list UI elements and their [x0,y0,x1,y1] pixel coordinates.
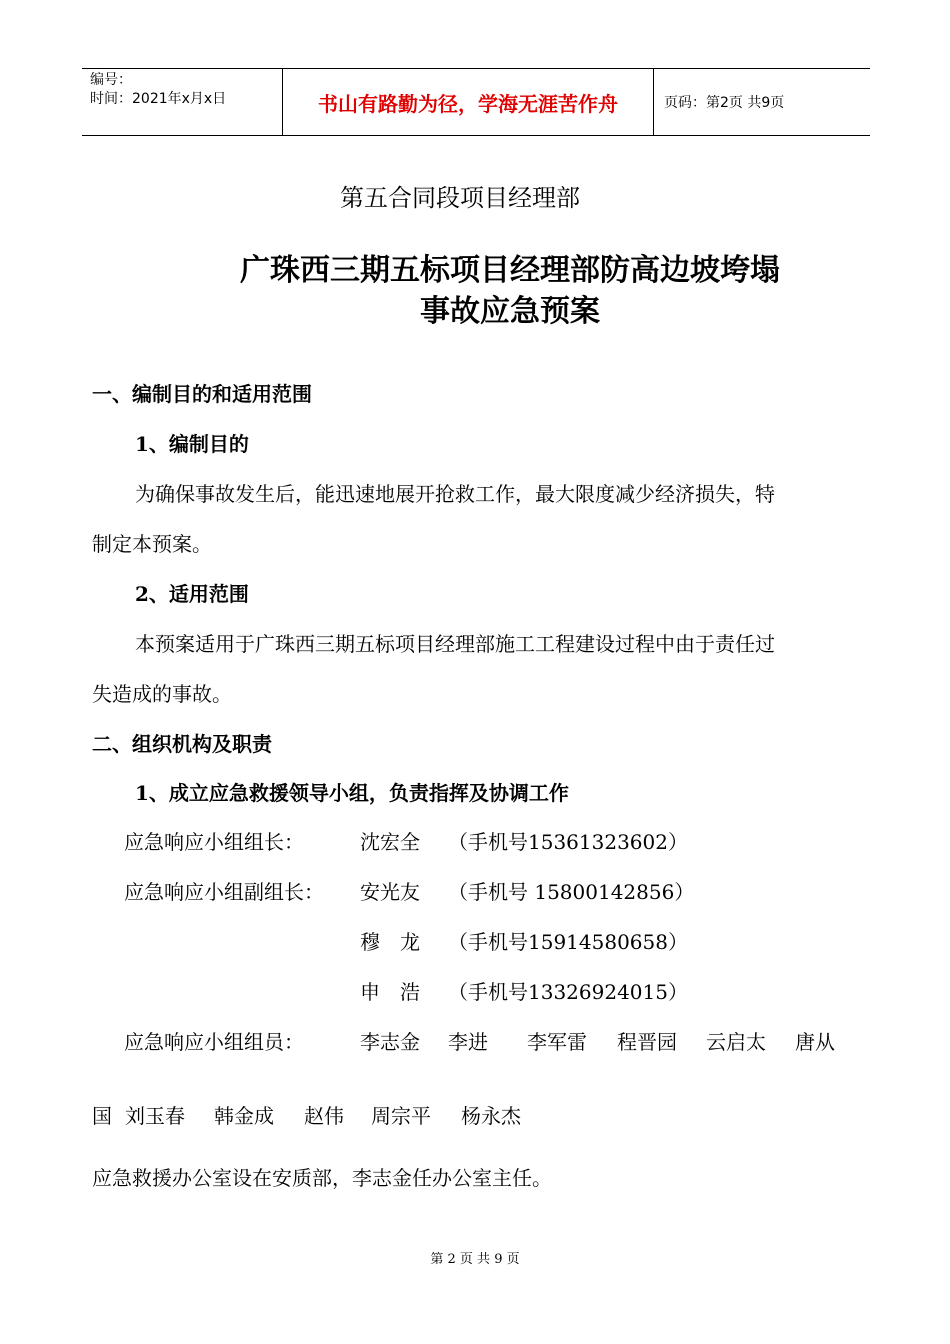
deputy-name: 安光友 [360,880,420,904]
office-note: 应急救援办公室设在安质部，李志金任办公室主任。 [92,1166,552,1190]
deputy-phone: （手机号15914580658） [448,930,688,954]
deputy-name: 穆 龙 [360,930,420,954]
section1-sub1-line2: 制定本预案。 [92,532,212,556]
member-name: 杨永杰 [461,1104,521,1128]
members-label: 应急响应小组组员： [124,1030,304,1054]
leader-label: 应急响应小组组长： [124,830,304,854]
deputy-name: 申 浩 [360,980,420,1004]
section1-sub1-line1: 为确保事故发生后，能迅速地展开抢救工作，最大限度减少经济损失，特 [135,482,775,506]
deputy-phone: （手机号 15800142856） [448,880,695,904]
document-title-line2: 事故应急预案 [420,294,600,329]
leader-phone: （手机号15361323602） [448,830,688,854]
section2-sub1-heading: 1、成立应急救援领导小组，负责指挥及协调工作 [135,781,569,805]
member-name: 程晋园 [617,1030,677,1054]
section1-sub1-heading: 1、编制目的 [135,432,249,456]
header-time: 时间：2021年x月x日 [90,91,227,107]
member-name: 赵伟 [304,1104,344,1128]
member-name: 周宗平 [371,1104,431,1128]
member-name: 李进 [448,1030,488,1054]
page-header [82,68,870,136]
member-name: 云启太 [706,1030,766,1054]
member-name: 韩金成 [214,1104,274,1128]
page-footer: 第 2 页 共 9 页 [430,1252,520,1267]
member-name: 李志金 [360,1030,420,1054]
deputy-phone: （手机号13326924015） [448,980,688,1004]
member-name: 国 [92,1104,112,1128]
deputy-label: 应急响应小组副组长： [124,880,324,904]
header-motto: 书山有路勤为径，学海无涯苦作舟 [282,69,654,135]
document-title-line1: 广珠西三期五标项目经理部防高边坡垮塌 [240,253,780,288]
section2-heading: 二、组织机构及职责 [92,732,272,756]
member-name: 李军雷 [527,1030,587,1054]
section1-sub2-heading: 2、适用范围 [135,582,249,606]
leader-name: 沈宏全 [360,830,420,854]
section1-sub2-line2: 失造成的事故。 [92,682,232,706]
header-page-info: 页码：第2页 共9页 [664,95,785,111]
member-name: 唐从 [795,1030,835,1054]
header-meta [82,69,282,135]
department-name: 第五合同段项目经理部 [340,184,580,212]
section1-heading: 一、编制目的和适用范围 [92,382,312,406]
section1-sub2-line1: 本预案适用于广珠西三期五标项目经理部施工工程建设过程中由于责任过 [135,632,775,656]
header-number: 编号： [90,72,132,88]
member-name: 刘玉春 [125,1104,185,1128]
